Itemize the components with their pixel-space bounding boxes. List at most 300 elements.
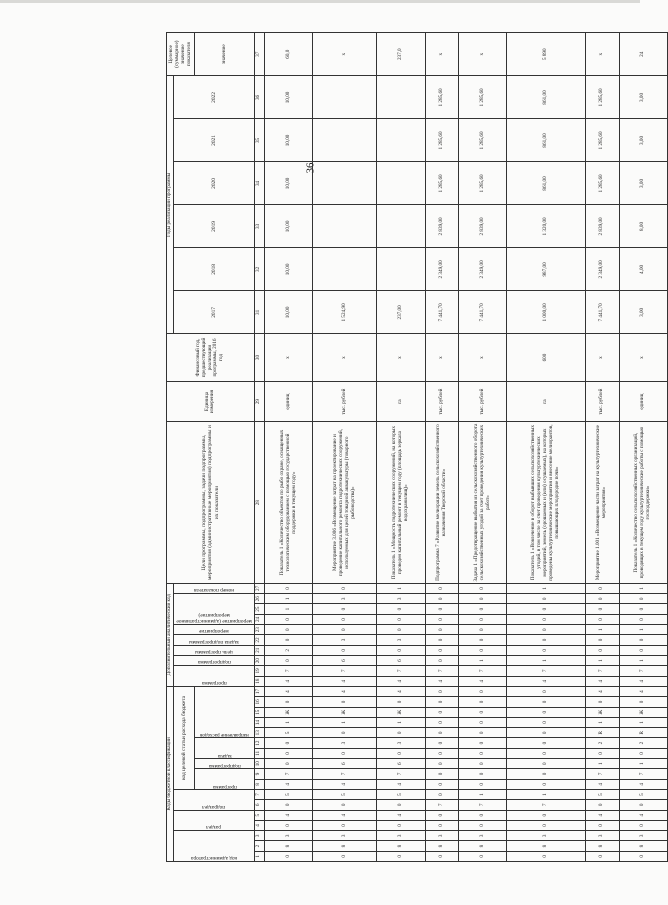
code-cell: 0	[507, 738, 586, 748]
year-value-cell: 7 441,70	[425, 291, 458, 334]
column-number: 27	[254, 583, 264, 593]
year-value-cell: 237,00	[377, 291, 425, 334]
code-cell: 7	[507, 666, 586, 676]
zadacha-subheader	[195, 738, 255, 759]
code-cell: 0	[425, 851, 458, 861]
code-cell: 0	[425, 686, 458, 696]
code-cell: 7	[313, 769, 377, 779]
year-value-cell	[313, 162, 377, 205]
code-cell: 0	[458, 625, 506, 635]
item-name: Показатель 1 «Вовлечение в оборот выбывших сельскохозяйственных угодий, в том числе за счет проведения культуртехнических мероприятий, земель (орошаемых и (или) осушаемых), на которых проведены культуртехнические мероприятия и внесение мелиорантов, повышающих плодородие почв»	[507, 422, 586, 583]
code-cell: 1	[619, 583, 668, 593]
year-value-cell: 1 285,60	[458, 162, 506, 205]
year-value-cell	[377, 119, 425, 162]
code-cell: 4	[619, 676, 668, 686]
year-value-cell: 2 839,00	[458, 205, 506, 248]
code-cell: 0	[313, 645, 377, 655]
code-cell: 3	[619, 831, 668, 841]
code-cell: 7	[425, 666, 458, 676]
unit-cell: единиц	[264, 381, 312, 422]
code-cell: R	[619, 728, 668, 738]
year-value-cell: 1 285,60	[586, 76, 619, 119]
code-cell: 0	[619, 614, 668, 624]
code-cell: 4	[425, 676, 458, 686]
column-number: 25	[254, 604, 264, 614]
code-cell: 8	[264, 841, 312, 851]
code-cell: 8	[377, 841, 425, 851]
code-cell: 0	[425, 604, 458, 614]
year-value-cell: 1 320,00	[507, 205, 586, 248]
unit-cell: тыс. рублей	[313, 381, 377, 422]
year-value-cell: 10,00	[264, 76, 312, 119]
napravlenie-label: направление расходов	[200, 732, 250, 739]
table-row	[264, 33, 312, 862]
year-value-cell: 1 285,60	[586, 119, 619, 162]
code-cell: 0	[377, 645, 425, 655]
code-cell: 8	[507, 841, 586, 851]
code-cell: 0	[586, 604, 619, 614]
razdel-label: раздел	[206, 824, 222, 831]
code-cell: 0	[458, 769, 506, 779]
column-number: 30	[254, 334, 264, 381]
code-cell: 6	[377, 759, 425, 769]
code-cell: 0	[507, 851, 586, 861]
unit-cell: единиц	[619, 381, 668, 422]
fin-year-cell: x	[458, 334, 506, 381]
code-cell: 4	[264, 686, 312, 696]
code-cell: Ж	[313, 707, 377, 717]
column-number: 23	[254, 625, 264, 635]
code-cell: 8	[458, 841, 506, 851]
code-cell: 0	[507, 635, 586, 645]
year-value-cell: 1 524,90	[313, 291, 377, 334]
code-cell: 0	[507, 604, 586, 614]
code-cell: 0	[507, 779, 586, 789]
admin-code-label: код администратора	[190, 855, 237, 861]
code-cell: 4	[586, 686, 619, 696]
code-cell: Ж	[377, 707, 425, 717]
year-value-cell: 861,00	[507, 162, 586, 205]
code-cell: 0	[619, 645, 668, 655]
code-cell: 0	[458, 738, 506, 748]
code-cell: 0	[425, 748, 458, 758]
column-number: 24	[254, 614, 264, 624]
dop-podprogramma-header	[173, 655, 254, 665]
fin-year-cell: 600	[507, 334, 586, 381]
code-cell: 0	[458, 645, 506, 655]
code-cell: 0	[458, 851, 506, 861]
code-cell: 7	[458, 800, 506, 810]
year-value-cell: 861,00	[507, 76, 586, 119]
column-number: 28	[254, 422, 264, 583]
column-number: 31	[254, 291, 264, 334]
code-cell: 7	[264, 666, 312, 676]
code-cell: 7	[458, 666, 506, 676]
year-value-cell: 3,00	[619, 162, 668, 205]
code-cell: 4	[586, 810, 619, 820]
column-number: 21	[254, 645, 264, 655]
code-cell: 0	[586, 697, 619, 707]
column-number: 6	[254, 800, 264, 810]
code-cell: 7	[586, 769, 619, 779]
code-cell: 0	[264, 759, 312, 769]
code-cell: 0	[313, 583, 377, 593]
napravlenie-subheader	[195, 686, 255, 738]
code-cell: 4	[619, 686, 668, 696]
administrativnoe-label: мероприятие (административное мероприятие)	[176, 611, 252, 625]
year-value-cell: 2 839,00	[586, 205, 619, 248]
code-cell: 3	[313, 738, 377, 748]
year-value-cell: 2 839,00	[425, 205, 458, 248]
target-cell: 24	[619, 33, 668, 76]
code-cell: 0	[264, 697, 312, 707]
item-name: Показатель 1 «Мощность гидротехнических сооружений, на которых проведен капитальный ремонт в текущем году (площадь зеркала водохранилищ)»	[377, 422, 425, 583]
code-cell: 7	[586, 666, 619, 676]
column-number: 26	[254, 594, 264, 604]
code-cell: 4	[313, 676, 377, 686]
code-cell: 5	[586, 789, 619, 799]
column-number: 20	[254, 655, 264, 665]
code-cell: Ж	[264, 707, 312, 717]
code-cell: 0	[586, 635, 619, 645]
code-cell: 0	[507, 697, 586, 707]
code-cell: 2	[619, 738, 668, 748]
column-number: 13	[254, 728, 264, 738]
column-number: 17	[254, 686, 264, 696]
code-cell: 0	[507, 594, 586, 604]
year-value-cell: 7 441,70	[586, 291, 619, 334]
code-cell: 0	[264, 655, 312, 665]
code-cell: 5	[264, 728, 312, 738]
year-value-cell: 987,00	[507, 248, 586, 291]
code-cell: 0	[586, 820, 619, 830]
unit-column-header: Единица измерения	[167, 381, 255, 422]
item-name: Мероприятие 1.001 «Возмещение части затрат на культуртехнические мероприятия»	[586, 422, 619, 583]
code-cell: 4	[264, 676, 312, 686]
column-number: 22	[254, 635, 264, 645]
podrazdel-label: подраздел	[202, 803, 226, 810]
year-value-cell: 1 285,60	[425, 76, 458, 119]
year-value-cell: 2 349,00	[458, 248, 506, 291]
code-cell: 3	[313, 635, 377, 645]
code-cell: 0	[458, 728, 506, 738]
code-cell: R	[586, 728, 619, 738]
year-value-cell	[377, 205, 425, 248]
code-cell: 0	[425, 810, 458, 820]
unit-cell: га	[377, 381, 425, 422]
year-value-cell: 3,00	[619, 76, 668, 119]
code-cell: 0	[507, 614, 586, 624]
code-cell: 0	[425, 738, 458, 748]
code-cell: 4	[313, 779, 377, 789]
code-cell: 0	[313, 800, 377, 810]
name-column-header: Цели программы, подпрограммы, задачи подпрограммы, мероприятия (административные мероприятия) подпрограммы и их показатели	[167, 422, 255, 583]
code-cell: 0	[507, 686, 586, 696]
cel-label: цель программы	[195, 648, 233, 655]
code-cell: 7	[377, 666, 425, 676]
year-value-cell	[313, 205, 377, 248]
year-header-4: 2021	[173, 119, 254, 162]
code-cell: 4	[586, 779, 619, 789]
table-row	[458, 33, 506, 862]
code-cell: 0	[425, 614, 458, 624]
nomer-label: номер показателя	[193, 587, 235, 594]
code-cell: 0	[313, 851, 377, 861]
code-cell: 0	[458, 810, 506, 820]
scan-edge	[0, 0, 640, 3]
code-cell: 7	[425, 800, 458, 810]
code-cell: 1	[586, 717, 619, 727]
code-cell: 0	[458, 759, 506, 769]
code-cell: 3	[377, 831, 425, 841]
code-cell: 3	[425, 831, 458, 841]
cel-header	[173, 645, 254, 655]
target-cell: 60,0	[264, 33, 312, 76]
code-cell: 3	[458, 831, 506, 841]
code-cell: 1	[377, 583, 425, 593]
year-value-cell: 1 285,60	[425, 119, 458, 162]
code-cell: 0	[507, 759, 586, 769]
item-name: Показатель 1 «Количество сельскохозяйственных организаций, проводящих в текущем году культуртехнические работы с помощью господдержки»	[619, 422, 668, 583]
dop-programma-header	[173, 666, 254, 687]
code-cell: 0	[425, 635, 458, 645]
code-cell: 0	[264, 635, 312, 645]
code-cell: 3	[377, 738, 425, 748]
code-cell: 1	[586, 759, 619, 769]
target-cell: x	[458, 33, 506, 76]
meropriyatie-label: мероприятие	[199, 628, 229, 635]
code-cell: 0	[425, 789, 458, 799]
code-cell: 0	[313, 820, 377, 830]
code-cell: 3	[377, 594, 425, 604]
code-cell: 0	[313, 728, 377, 738]
code-cell: 1	[619, 759, 668, 769]
code-cell: 1	[264, 717, 312, 727]
table-row	[586, 33, 619, 862]
code-cell: 0	[619, 604, 668, 614]
code-cell: 0	[264, 583, 312, 593]
year-value-cell: 3,00	[619, 119, 668, 162]
column-number: 29	[254, 381, 264, 422]
column-number: 36	[254, 76, 264, 119]
year-value-cell: 1 285,60	[586, 162, 619, 205]
code-cell: 4	[377, 676, 425, 686]
year-value-cell	[313, 248, 377, 291]
code-cell: 7	[619, 666, 668, 676]
codes-block-header: Коды бюджетной классификации	[167, 686, 174, 861]
table-row	[377, 33, 425, 862]
code-cell: 5	[313, 789, 377, 799]
code-cell: 0	[586, 851, 619, 861]
year-value-cell: 1 285,60	[458, 119, 506, 162]
column-number: 5	[254, 810, 264, 820]
code-cell: 1	[458, 655, 506, 665]
code-cell: 2	[586, 738, 619, 748]
code-cell: 0	[425, 707, 458, 717]
code-cell: 0	[264, 800, 312, 810]
column-number: 2	[254, 841, 264, 851]
year-value-cell: 10,00	[264, 205, 312, 248]
code-cell: 0	[507, 728, 586, 738]
code-cell: 0	[313, 625, 377, 635]
code-cell: 4	[264, 779, 312, 789]
code-cell: 0	[377, 820, 425, 830]
code-cell: 0	[458, 697, 506, 707]
additional-code-header: Дополнительный аналитический код	[167, 583, 174, 686]
code-cell: 0	[425, 759, 458, 769]
column-number: 3	[254, 831, 264, 841]
code-cell: 8	[425, 841, 458, 851]
year-header-3: 2020	[173, 162, 254, 205]
code-cell: 0	[507, 769, 586, 779]
razdel-header	[173, 810, 254, 831]
code-cell: 0	[507, 707, 586, 717]
code-cell: 0	[313, 604, 377, 614]
code-cell: 4	[619, 779, 668, 789]
target-cell: 5 890	[507, 33, 586, 76]
code-cell: 0	[377, 604, 425, 614]
column-number: 35	[254, 119, 264, 162]
column-number: 34	[254, 162, 264, 205]
item-name: Показатель 1 «Количество объектов по рыбо охране, оснащенных технологическим оборудованием с помощью государственной поддержки в текущем году»	[264, 422, 312, 583]
code-cell: 4	[377, 686, 425, 696]
program-table	[166, 32, 668, 862]
code-cell: 1	[619, 717, 668, 727]
column-number: 8	[254, 779, 264, 789]
code-cell: 5	[377, 789, 425, 799]
column-number: 7	[254, 789, 264, 799]
code-cell: 1	[377, 717, 425, 727]
column-number: 11	[254, 748, 264, 758]
code-cell: 0	[425, 820, 458, 830]
code-cell: 0	[619, 820, 668, 830]
csr-header: код целевой статьи расхода бюджета	[173, 686, 194, 789]
podprogramma-label: подпрограмма	[208, 763, 241, 770]
item-name: Мероприятие 3.006 «Возмещение затрат на проектирование и проведение капитального ремонта гидротехнических сооружений, используемых для целей товарной аквакультуры (товарного рыбоводства)»	[313, 422, 377, 583]
code-cell: 0	[619, 697, 668, 707]
year-value-cell: 1 285,60	[458, 76, 506, 119]
code-cell: 0	[619, 748, 668, 758]
podprogramma-subheader	[195, 759, 255, 769]
year-value-cell	[377, 248, 425, 291]
column-number: 12	[254, 738, 264, 748]
target-cell: x	[313, 33, 377, 76]
code-cell: 0	[458, 614, 506, 624]
unit-cell: тыс. рублей	[458, 381, 506, 422]
code-cell: 0	[264, 820, 312, 830]
code-cell: 0	[458, 717, 506, 727]
year-header-5: 2022	[173, 76, 254, 119]
fin-year-cell: x	[264, 334, 312, 381]
year-value-cell: 3,00	[619, 291, 668, 334]
target-value-subheader: значение	[195, 33, 255, 76]
administrativnoe-header	[173, 594, 254, 625]
code-cell: 0	[377, 625, 425, 635]
column-number: 33	[254, 205, 264, 248]
column-number: 9	[254, 769, 264, 779]
code-cell: 0	[619, 851, 668, 861]
item-name: Задача 1 «Предотвращение выбытия из сельскохозяйственного оборота сельскохозяйственных угодий за счет проведения культуртехнических работ»	[458, 422, 506, 583]
code-cell: 0	[377, 800, 425, 810]
code-cell: 0	[377, 614, 425, 624]
code-cell: 0	[264, 625, 312, 635]
target-cell: x	[425, 33, 458, 76]
code-cell: 1	[458, 789, 506, 799]
code-cell: 4	[619, 810, 668, 820]
code-cell: 0	[586, 614, 619, 624]
code-cell: 0	[458, 748, 506, 758]
code-cell: 0	[458, 604, 506, 614]
unit-cell: га	[507, 381, 586, 422]
code-cell: 1	[507, 789, 586, 799]
code-cell: 1	[507, 583, 586, 593]
zadacha-label: задача	[217, 753, 232, 760]
code-cell: 1	[264, 594, 312, 604]
table-row	[619, 33, 668, 862]
code-cell: 4	[458, 676, 506, 686]
header-row-1	[167, 33, 174, 862]
code-cell: 7	[619, 769, 668, 779]
column-number: 10	[254, 759, 264, 769]
code-cell: 8	[586, 841, 619, 851]
zadacha-pp-header	[173, 635, 254, 645]
code-cell: 0	[313, 614, 377, 624]
code-cell: 0	[586, 645, 619, 655]
code-cell: 4	[377, 779, 425, 789]
code-cell: 0	[264, 614, 312, 624]
code-cell: Ж	[586, 707, 619, 717]
code-cell: 0	[377, 697, 425, 707]
code-cell: 0	[458, 686, 506, 696]
year-value-cell: 10,00	[264, 248, 312, 291]
code-cell: 4	[313, 810, 377, 820]
code-cell: 3	[377, 635, 425, 645]
code-cell: 7	[377, 769, 425, 779]
code-cell: 4	[377, 810, 425, 820]
code-cell: 0	[586, 800, 619, 810]
code-cell: 0	[458, 635, 506, 645]
year-value-cell	[313, 76, 377, 119]
target-cell: 237,0	[377, 33, 425, 76]
code-cell: 1	[619, 625, 668, 635]
nomer-header	[173, 583, 254, 593]
code-cell: 0	[507, 810, 586, 820]
code-cell: 0	[586, 748, 619, 758]
code-cell: 0	[377, 728, 425, 738]
dop-podprogramma-label: подпрограмма	[197, 659, 231, 666]
year-value-cell: 10,00	[264, 291, 312, 334]
code-cell: 7	[507, 800, 586, 810]
code-cell: 0	[458, 583, 506, 593]
code-cell: 1	[264, 604, 312, 614]
code-cell: 0	[313, 748, 377, 758]
programma-subheader	[195, 769, 255, 790]
code-cell: 4	[507, 676, 586, 686]
code-cell: 0	[425, 583, 458, 593]
code-cell: 0	[619, 594, 668, 604]
code-cell: 0	[507, 625, 586, 635]
year-value-cell: 7 441,70	[458, 291, 506, 334]
dop-programma-label: программа	[201, 679, 227, 686]
code-cell: 0	[264, 851, 312, 861]
admin-code-header	[173, 831, 254, 862]
fin-year-cell: x	[619, 334, 668, 381]
column-number: 1	[254, 851, 264, 861]
code-cell: 0	[507, 717, 586, 727]
table-row	[507, 33, 586, 862]
code-cell: 4	[586, 676, 619, 686]
code-cell: 8	[619, 841, 668, 851]
